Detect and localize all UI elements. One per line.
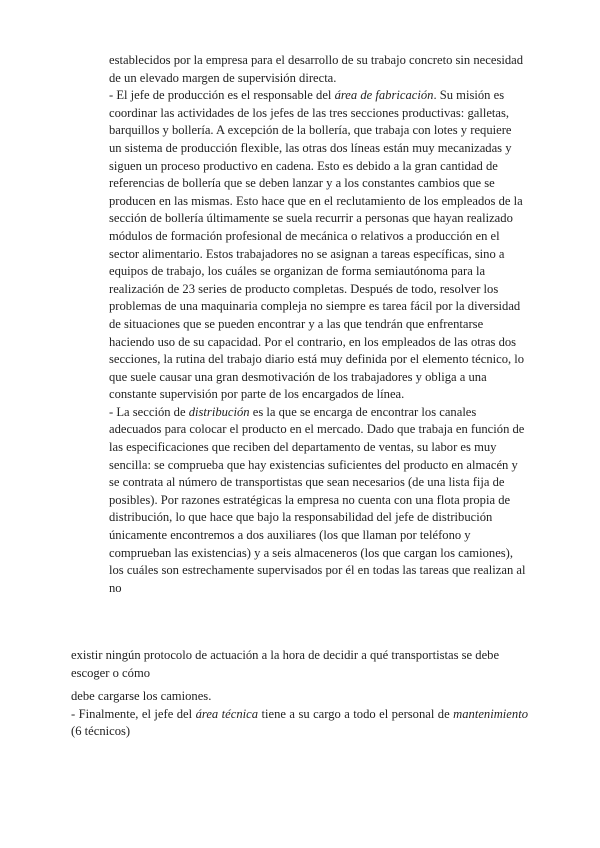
continuation-line-2: debe cargarse los camiones. bbox=[71, 689, 212, 704]
intro-paragraph: establecidos por la empresa para el desarrollo de su trabajo concreto sin necesidad de un elevado margen de supervisión directa. bbox=[109, 53, 524, 85]
production-prefix: - El jefe de producción es el responsable del bbox=[109, 88, 335, 103]
lower-text-block bbox=[71, 647, 528, 741]
continuation-line: existir ningún protocolo de actuación a la hora de decidir a qué transportistas se debe escoger o cómo bbox=[71, 648, 500, 680]
upper-text-block bbox=[109, 52, 527, 597]
production-paragraph bbox=[109, 87, 527, 404]
distribution-body: es la que se encarga de encontrar los canales adecuados para colocar el producto en el mercado. Dado que trabaja en función de las especificaciones que reciben del departamento de ventas, su labor es muy sencilla: se comprueba que hay existencias suficientes del producto en almacén y se contrata al número de transportistas que sean necesarios (de una lista fija de posibles). Por razones estratégicas la empresa no cuenta con una flota propia de distribución, lo que hace que bajo la responsabilidad del jefe de distribución únicamente encontremos a dos auxiliares (los que llaman por teléfono y comprueban las existencias) y a seis almaceneros (los que cargan los camiones), los cuáles son estrechamente supervisados por él en todas las tareas que realizan al no bbox=[109, 404, 526, 595]
production-term: área de fabricación bbox=[334, 88, 434, 103]
technical-suffix: (6 técnicos) bbox=[71, 724, 131, 739]
technical-middle: tiene a su cargo a todo el personal de bbox=[258, 706, 454, 721]
production-body: . Su misión es coordinar las actividades de los jefes de las tres secciones productivas: galletas, barquillos y bollería. A excepción de la bollería, que trabaja con lotes y requiere un sistema de producción flexible, las otras dos líneas están muy mecanizadas y siguen un proceso productivo en cadena. Esto es debido a la gran cantidad de referencias de bollería que se deben lanzar y a los constantes cambios que se producen en las mismas. Esto hace que en el reclutamiento de los empleados de la sección de bollería últimamente se suela recurrir a personas que hayan realizado módulos de formación profesional de mecánica o relativos a producción en el sector alimentario. Estos trabajadores no se asignan a tareas específicas, sino a equipos de trabajo, los cuáles se organizan de forma semiautónoma para la realización de 23 series de producto completas. Después de todo, resolver los problemas de una maquinaria compleja no siempre es tarea fácil por la diversidad de situaciones que se pueden encontrar y a las que tendrán que enfrentarse haciendo uso de su capacidad. Por el contrario, en los empleados de las otras dos secciones, la rutina del trabajo diario está muy definida por el elemento técnico, lo que suele causar una gran desmotivación de los trabajadores y obliga a una constante supervisión por parte de los encargados de línea. bbox=[109, 88, 525, 402]
distribution-paragraph bbox=[109, 404, 527, 598]
maintenance-term: mantenimiento bbox=[453, 706, 528, 721]
distribution-term: distribución bbox=[188, 404, 250, 419]
distribution-prefix: - La sección de bbox=[109, 404, 189, 419]
technical-prefix: - Finalmente, el jefe del bbox=[71, 706, 196, 721]
technical-term: área técnica bbox=[195, 706, 259, 721]
technical-paragraph bbox=[71, 706, 528, 741]
